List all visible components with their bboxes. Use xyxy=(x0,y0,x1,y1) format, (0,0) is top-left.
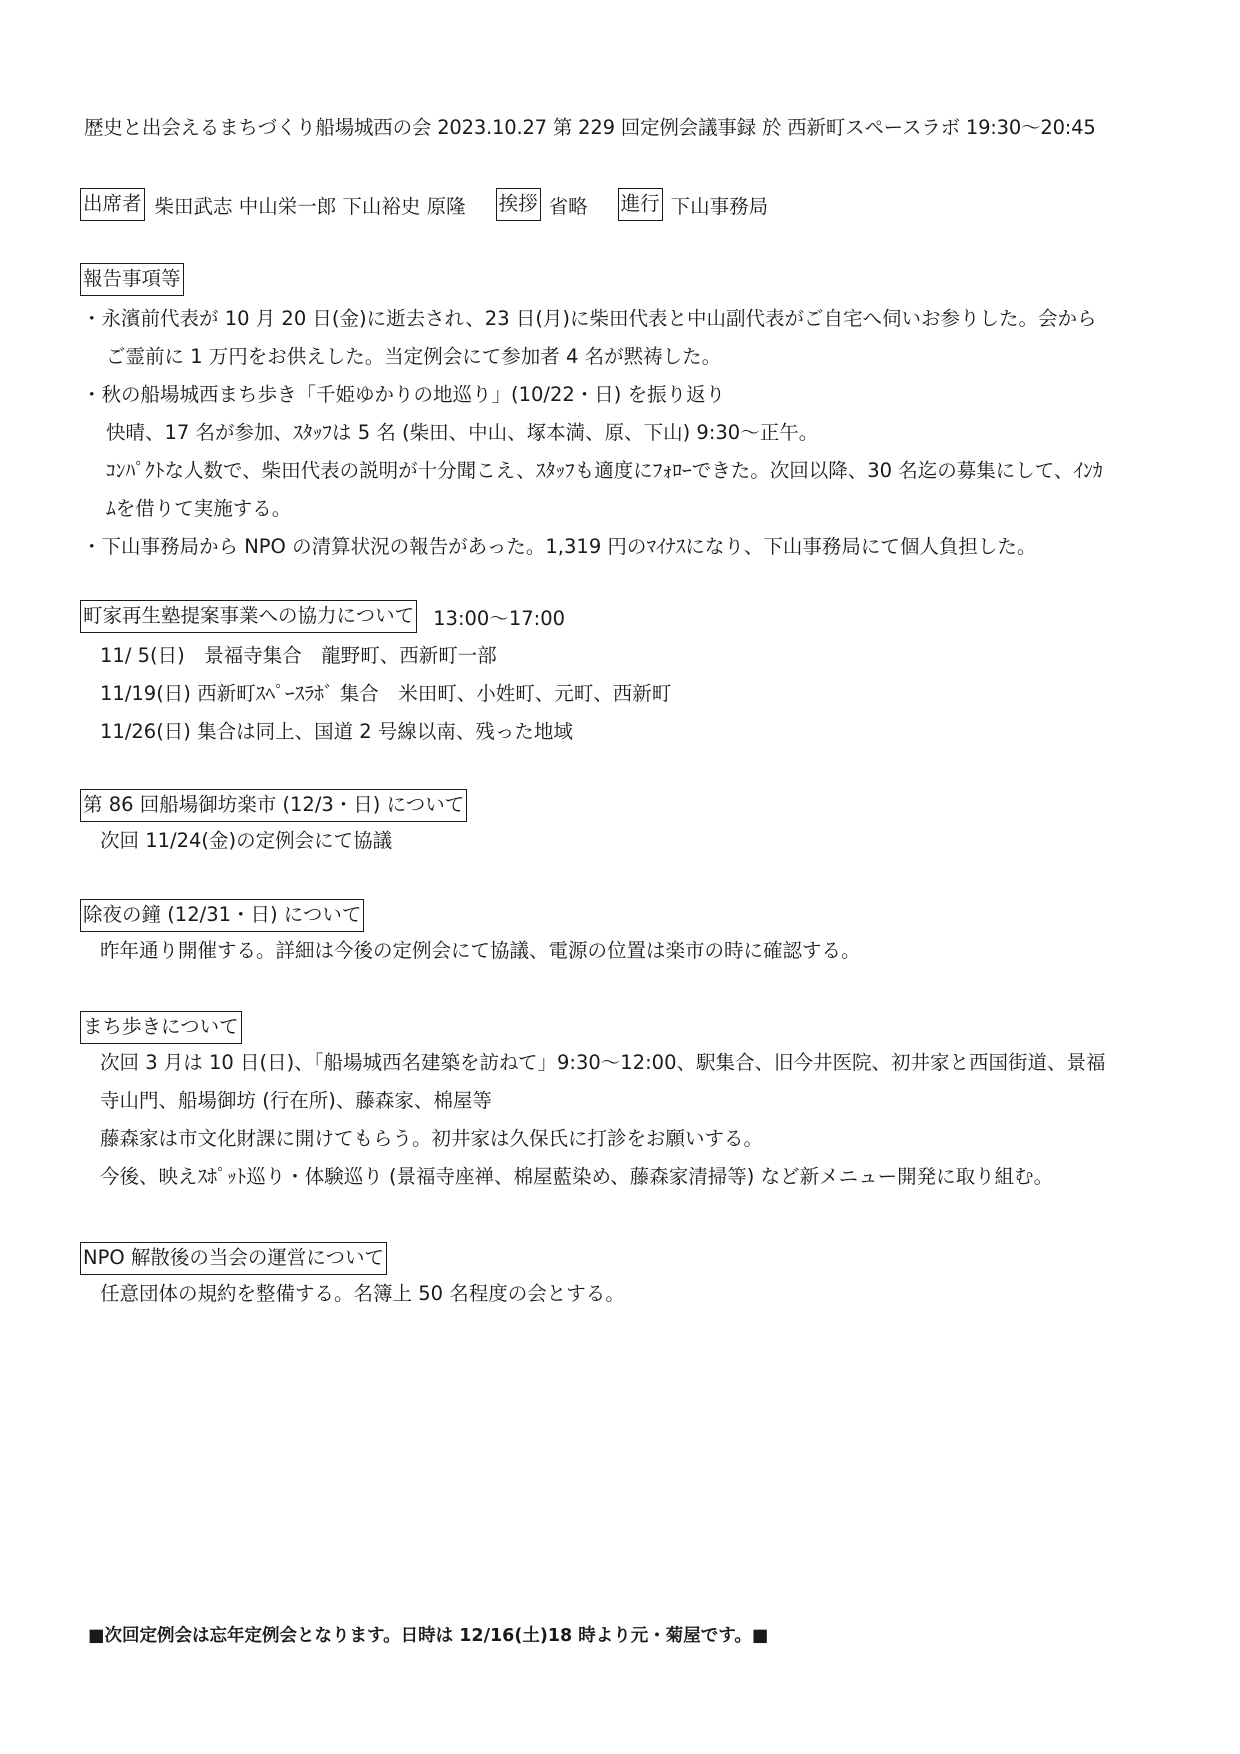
attendance-row xyxy=(80,188,1080,221)
greeting-value: 省略 xyxy=(548,194,588,218)
next-meeting-notice: ■次回定例会は忘年定例会となります。日時は 12/16(土)18 時より元・菊屋です。■ xyxy=(88,1626,769,1646)
joya-section xyxy=(80,899,1180,970)
npo-heading: NPO 解散後の当会の運営について xyxy=(80,1242,387,1275)
machiya-section xyxy=(80,600,1180,751)
machiaruki-heading: まち歩きについて xyxy=(80,1011,242,1044)
joya-heading: 除夜の鐘 (12/31・日) について xyxy=(80,899,364,932)
chair-label: 進行 xyxy=(618,188,663,221)
report-heading: 報告事項等 xyxy=(80,263,184,296)
report-line: ﾑを借りて実施する。 xyxy=(106,497,292,520)
npo-section xyxy=(80,1242,1180,1313)
npo-line: 任意団体の規約を整備する。名簿上 50 名程度の会とする。 xyxy=(100,1282,625,1305)
machiaruki-line: 今後、映えｽﾎﾟｯﾄ巡り・体験巡り (景福寺座禅、棉屋藍染め、藤森家清掃等) など新メニュー開発に取り組む。 xyxy=(100,1165,1054,1188)
machiaruki-line: 寺山門、船場御坊 (行在所)、藤森家、棉屋等 xyxy=(100,1089,492,1112)
report-line: ご霊前に 1 万円をお供えした。当定例会にて参加者 4 名が黙祷した。 xyxy=(106,345,722,368)
report-line: 快晴、17 名が参加、ｽﾀｯﾌは 5 名 (柴田、中山、塚本満、原、下山) 9:30〜正午。 xyxy=(106,421,819,444)
machiya-time: 13:00〜17:00 xyxy=(433,606,566,630)
report-section xyxy=(80,263,1180,566)
report-line: ・永濱前代表が 10 月 20 日(金)に逝去され、23 日(月)に柴田代表と中山副代表がご自宅へ伺いお参りした。会から xyxy=(82,307,1097,330)
joya-line: 昨年通り開催する。詳細は今後の定例会にて協議、電源の位置は楽市の時に確認する。 xyxy=(100,939,861,962)
machiaruki-section xyxy=(80,1011,1180,1196)
report-line: ・下山事務局から NPO の清算状況の報告があった。1,319 円のﾏｲﾅｽになり、下山事務局にて個人負担した。 xyxy=(82,535,1037,558)
greeting-label: 挨拶 xyxy=(496,188,541,221)
document-title: 歴史と出会えるまちづくり船場城西の会 2023.10.27 第 229 回定例会議事録 於 西新町スペースラボ 19:30〜20:45 xyxy=(84,116,1096,139)
attendees-label: 出席者 xyxy=(80,188,145,221)
machiya-heading: 町家再生塾提案事業への協力について xyxy=(80,600,417,633)
attendees-names: 柴田武志 中山栄一郎 下山裕史 原隆 xyxy=(154,194,466,218)
rakuichi-line: 次回 11/24(金)の定例会にて協議 xyxy=(100,829,393,852)
machiya-line: 11/26(日) 集合は同上、国道 2 号線以南、残った地域 xyxy=(100,720,573,743)
machiya-line: 11/ 5(日) 景福寺集合 龍野町、西新町一部 xyxy=(100,644,497,667)
report-line: ・秋の船場城西まち歩き「千姫ゆかりの地巡り」(10/22・日) を振り返り xyxy=(82,383,726,406)
rakuichi-section xyxy=(80,789,1180,860)
chair-value: 下山事務局 xyxy=(670,194,769,218)
report-line: ｺﾝﾊﾟｸﾄな人数で、柴田代表の説明が十分聞こえ、ｽﾀｯﾌも適度にﾌｫﾛｰできた。次回以降、30 名迄の募集にして、ｲﾝｶ xyxy=(106,459,1103,482)
machiaruki-line: 藤森家は市文化財課に開けてもらう。初井家は久保氏に打診をお願いする。 xyxy=(100,1127,764,1150)
machiaruki-line: 次回 3 月は 10 日(日)、「船場城西名建築を訪ねて」9:30〜12:00、駅集合、旧今井医院、初井家と西国街道、景福 xyxy=(100,1051,1106,1074)
machiya-line: 11/19(日) 西新町ｽﾍﾟｰｽﾗﾎﾞ 集合 米田町、小姓町、元町、西新町 xyxy=(100,682,672,705)
rakuichi-heading: 第 86 回船場御坊楽市 (12/3・日) について xyxy=(80,789,467,822)
